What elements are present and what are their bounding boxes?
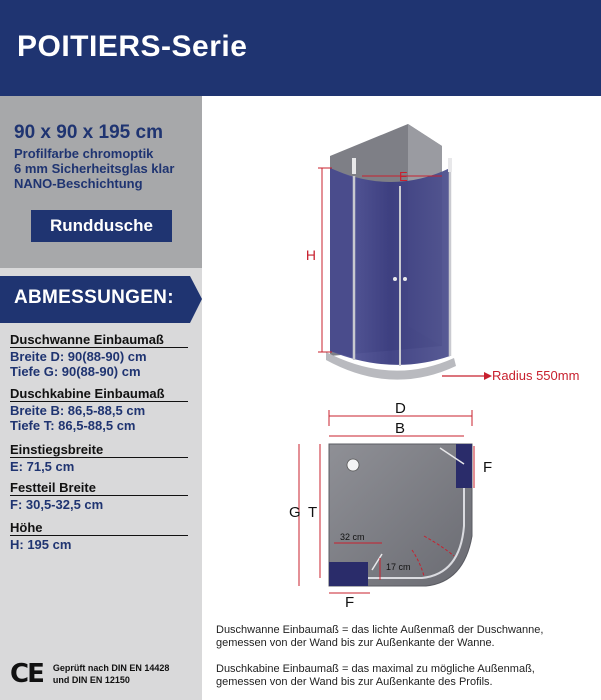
drain-icon [347,459,359,471]
divider [10,401,188,402]
dim-label-t: T [308,504,318,521]
dim-label-g: G [289,504,301,521]
dim-label-f-right: F [483,459,493,476]
dim-label-e: E [399,169,408,184]
certification [10,659,169,689]
certification-line-1: Geprüft nach DIN EN 14428 [52,663,170,673]
spec-size: 90 x 90 x 195 cm [14,122,163,143]
spec-line-glass: 6 mm Sicherheitsglas klar [14,161,175,176]
product-diagram [202,96,601,616]
note-tray-line-2: gemessen von der Wand bis zur Außenkante der Wanne. [216,637,495,649]
dim-value-cabin-depth: Tiefe T: 86,5-88,5 cm [10,418,136,433]
note-cabin-line-1: Duschkabine Einbaumaß = das maximal zu mögliche Außenmaß, [216,663,535,675]
ce-mark-icon: CE [10,659,43,689]
dim-heading-fixed: Festteil Breite [10,480,96,495]
dim-value-height: H: 195 cm [10,537,72,552]
note-tray-line-1: Duschwanne Einbaumaß = das lichte Außenmaß der Duschwanne, [216,624,544,636]
left-panel [0,96,202,700]
certification-line-2: und DIN EN 12150 [52,675,130,685]
page-title: POITIERS-Serie [17,30,248,63]
dim-heading-height: Höhe [10,520,43,535]
shower-plan-view [289,400,492,611]
divider [10,495,188,496]
fixed-panel-left [330,168,354,358]
top-post [352,158,356,174]
divider [10,535,188,536]
dim-label-radius: Radius 550mm [492,368,580,383]
section-title: ABMESSUNGEN: [14,287,174,308]
dim-value-fixed: F: 30,5-32,5 cm [10,497,104,512]
dim-value-entry: E: 71,5 cm [10,459,75,474]
dim-value-tray-depth: Tiefe G: 90(88-90) cm [10,364,141,379]
fixed-panel-right [456,444,472,488]
arrow-icon [484,372,492,380]
note-cabin-line-2: gemessen von der Wand bis zur Außenkante des Profils. [216,676,493,688]
dim-label-d: D [395,400,406,417]
divider [10,347,188,348]
dim-heading-tray: Duschwanne Einbaumaß [10,332,164,347]
product-type-badge: Runddusche [31,210,172,242]
dim-label-17cm: 17 cm [386,562,411,572]
divider [10,457,188,458]
door-handle-icon [393,277,397,281]
shower-3d-view [306,124,580,383]
dim-heading-entry: Einstiegsbreite [10,442,104,457]
section-banner [0,276,202,323]
door-handle-icon [403,277,407,281]
certification-text [53,662,170,686]
spec-line-profile: Profilfarbe chromoptik [14,146,154,161]
dim-label-b: B [395,420,406,437]
dim-label-32cm: 32 cm [340,532,365,542]
top-post [448,158,452,172]
fixed-panel-bottom [329,562,368,586]
dim-value-tray-width: Breite D: 90(88-90) cm [10,349,147,364]
dim-heading-cabin: Duschkabine Einbaumaß [10,386,165,401]
dim-label-f-bottom: F [345,594,355,611]
note-cabin [216,663,535,689]
spec-line-coating: NANO-Beschichtung [14,176,143,191]
header-bar [0,0,601,96]
dim-label-h: H [305,247,316,263]
note-tray [216,624,543,650]
spec-block [0,96,202,268]
dim-value-cabin-width: Breite B: 86,5-88,5 cm [10,403,146,418]
